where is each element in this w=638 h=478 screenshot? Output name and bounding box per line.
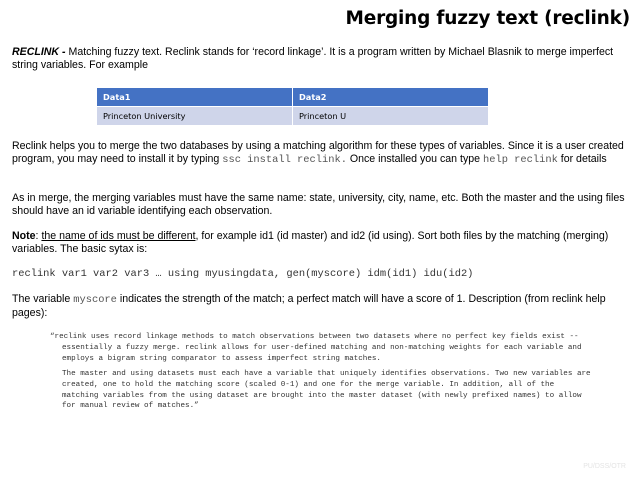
- quote-line: “reclink uses record linkage methods to match observations between two datasets where no perfect key fields exist --: [50, 333, 579, 341]
- footer-text: PU/DSS/OTR: [583, 463, 626, 470]
- quote-block-1: [50, 332, 625, 364]
- help-command: help reclink: [482, 154, 558, 167]
- note-underlined: the name of ids must be different: [41, 230, 196, 242]
- note-text: , for example id1 (id master) and id2 (id using). Sort both files by the matching (merging) variables. The basic sytax is:: [12, 230, 609, 256]
- quote-line: essentially a fuzzy merge. reclink allows for user-defined matching and non-matching weights for each variable and: [62, 343, 582, 352]
- quote-line: for manual review of matches.”: [62, 402, 199, 411]
- quote-line: created, one to hold the matching score (scaled 0-1) and one for the merge variable. In addition, all of the: [62, 380, 555, 389]
- score-paragraph: [12, 293, 630, 321]
- install-paragraph: [12, 140, 630, 168]
- note-colon: :: [35, 230, 42, 242]
- table-cell: Princeton U: [293, 107, 489, 126]
- example-table: [96, 87, 489, 126]
- install-text: Reclink helps you to merge the two databases by using a matching algorithm for these types of variables. Since it is a user created program, you may need to install it by typing: [12, 140, 624, 166]
- note-paragraph: [12, 230, 630, 257]
- score-text-2: indicates the strength of the match; a perfect match will have a score of 1. Description (from reclink help pages):: [12, 293, 606, 320]
- myscore-code: myscore: [73, 294, 117, 306]
- quote-line: employs a bigram string comparator to assess imperfect string matches.: [62, 354, 381, 363]
- quote-block-2: [50, 369, 625, 412]
- table-header-data2: Data2: [293, 88, 489, 107]
- page-title: Merging fuzzy text (reclink): [345, 8, 630, 29]
- table-row: [97, 107, 489, 126]
- install-text-2: Once installed you can type: [346, 153, 483, 166]
- table-cell: Princeton University: [97, 107, 293, 126]
- merge-paragraph: As in merge, the merging variables must have the same name: state, university, city, name, etc. Both the master and the using files should have an id variable identifying each observation.: [12, 192, 625, 218]
- table-header-data1: Data1: [97, 88, 293, 107]
- syntax-line: reclink var1 var2 var3 … using myusingdata, gen(myscore) idm(id1) idu(id2): [12, 268, 474, 280]
- install-text-3: for details: [557, 153, 607, 166]
- score-text: The variable: [12, 293, 74, 305]
- intro-paragraph: [12, 46, 630, 73]
- note-label: Note: [12, 230, 36, 242]
- quote-line: matching variables from the using dataset are brought into the master dataset (with newly prefixed names) to allow: [62, 391, 582, 400]
- intro-text: Matching fuzzy text. Reclink stands for ‘record linkage’. It is a program written by Michael Blasnik to merge imperfect string variables. For example: [12, 46, 614, 72]
- install-command: ssc install reclink.: [222, 154, 347, 167]
- quote-line: The master and using datasets must each have a variable that uniquely identifies observations. Two new variables are: [62, 370, 591, 378]
- reclink-label: RECLINK -: [12, 46, 69, 58]
